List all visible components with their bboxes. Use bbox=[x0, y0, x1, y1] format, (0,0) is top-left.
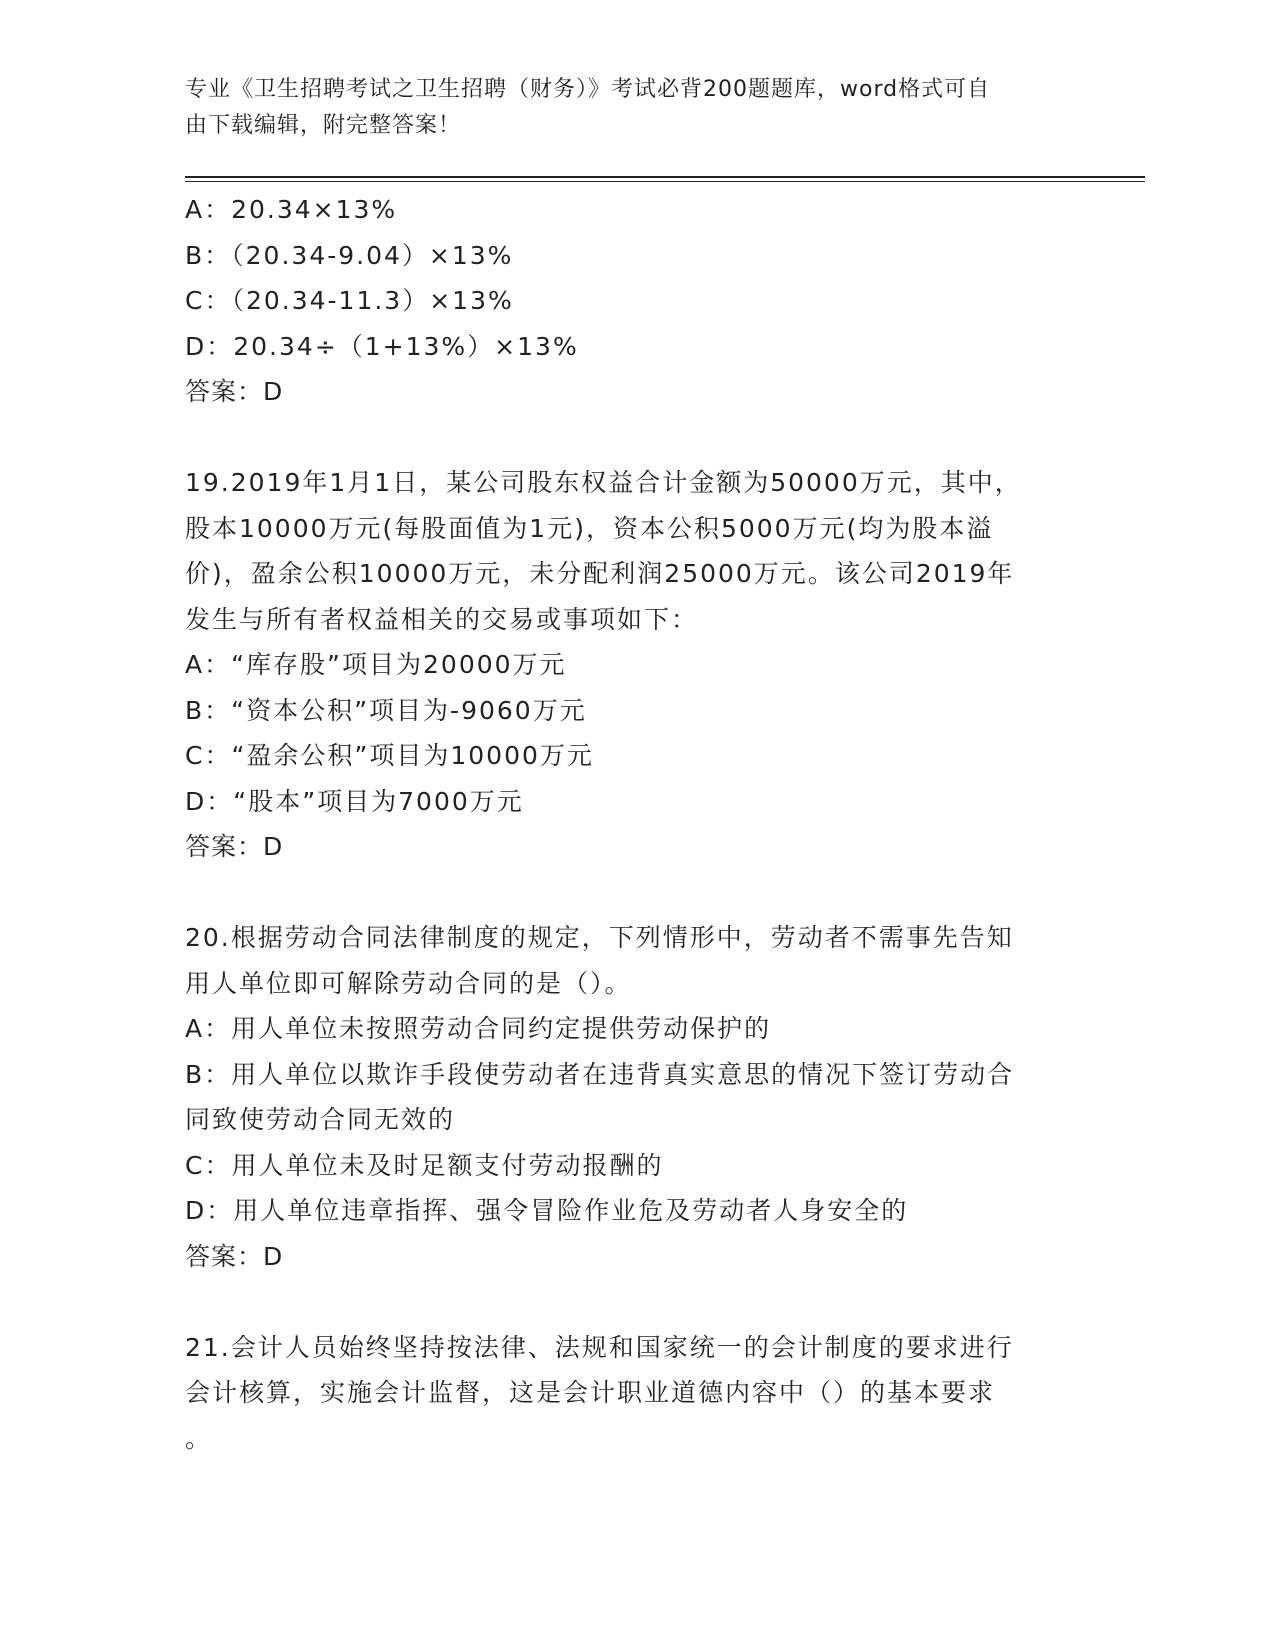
question-stem-line: 。 bbox=[185, 1423, 213, 1453]
header-title-line-2: 由下载编辑，附完整答案！ bbox=[185, 113, 462, 138]
option-c: C：用人单位未及时足额支付劳动报酬的 bbox=[185, 1150, 664, 1180]
option-a: A：20.34×13% bbox=[185, 195, 398, 224]
question-stem-line: 发生与所有者权益相关的交易或事项如下： bbox=[185, 604, 699, 634]
spacer bbox=[185, 415, 1085, 461]
answer-line: 答案：D bbox=[185, 377, 284, 406]
question-20 bbox=[185, 915, 1085, 1279]
question-stem-line: 21.会计人员始终坚持按法律、法规和国家统一的会计制度的要求进行 bbox=[185, 1332, 1014, 1362]
question-19 bbox=[185, 460, 1085, 870]
option-d: D：用人单位违章指挥、强令冒险作业危及劳动者人身安全的 bbox=[185, 1196, 909, 1225]
option-d: D：“股本”项目为7000万元 bbox=[185, 786, 524, 816]
option-c: C：“盈余公积”项目为10000万元 bbox=[185, 741, 594, 770]
option-b: B：“资本公积”项目为-9060万元 bbox=[185, 695, 587, 725]
document-header bbox=[185, 72, 1065, 144]
option-b: B：用人单位以欺诈手段使劳动者在违背真实意思的情况下签订劳动合 bbox=[185, 1059, 1015, 1089]
answer-line: 答案：D bbox=[185, 1241, 284, 1271]
option-c: C：（20.34-11.3）×13% bbox=[185, 286, 514, 315]
question-stem-line: 股本10000万元(每股面值为1元)，资本公积5000万元(均为股本溢 bbox=[185, 513, 994, 543]
question-stem-line: 用人单位即可解除劳动合同的是（）。 bbox=[185, 968, 632, 998]
option-b-continued: 同致使劳动合同无效的 bbox=[185, 1105, 456, 1134]
option-b: B：（20.34-9.04）×13% bbox=[185, 240, 514, 270]
header-title-line-1: 专业《卫生招聘考试之卫生招聘（财务）》考试必背200题题库，word格式可自 bbox=[185, 77, 991, 102]
question-list bbox=[185, 187, 1085, 1461]
header-divider-thin bbox=[185, 181, 1145, 182]
question-stem-line: 价)，盈余公积10000万元，未分配利润25000万元。该公司2019年 bbox=[185, 559, 1015, 588]
question-18 bbox=[185, 187, 1085, 415]
spacer bbox=[185, 1279, 1085, 1325]
option-a: A：用人单位未按照劳动合同约定提供劳动保护的 bbox=[185, 1014, 772, 1043]
question-21 bbox=[185, 1325, 1085, 1462]
option-d: D：20.34÷（1+13%）×13% bbox=[185, 331, 579, 361]
spacer bbox=[185, 870, 1085, 916]
header-divider-thick bbox=[185, 176, 1145, 178]
answer-line: 答案：D bbox=[185, 832, 284, 861]
question-stem-line: 19.2019年1月1日，某公司股东权益合计金额为50000万元，其中， bbox=[185, 468, 1022, 497]
option-a: A：“库存股”项目为20000万元 bbox=[185, 650, 567, 679]
question-stem-line: 20.根据劳动合同法律制度的规定，下列情形中，劳动者不需事先告知 bbox=[185, 923, 1014, 952]
question-stem-line: 会计核算，实施会计监督，这是会计职业道德内容中（）的基本要求 bbox=[185, 1378, 996, 1407]
